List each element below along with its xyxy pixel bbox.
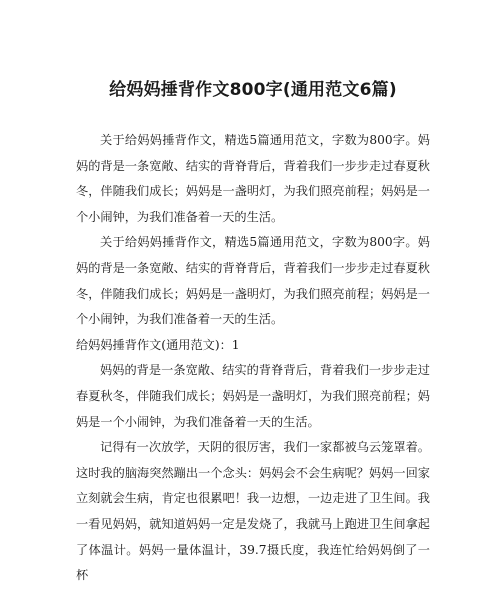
document-title: 给妈妈捶背作文800字(通用范文6篇) [109, 80, 397, 100]
paragraph-body-2: 记得有一次放学，天阴的很厉害，我们一家都被乌云笼罩着。这时我的脑海突然蹦出一个念头：妈妈会不会生病呢？妈妈一回家立刻就会生病，肯定也很累吧！我一边想，一边走进了卫生间。我一看见妈妈，就知道妈妈一定是发烧了，我就马上跑进卫生间拿起了体温计。妈妈一量体温计，39.7摄氏度，我连忙给妈妈倒了一杯 [76, 440, 430, 583]
section-heading: 给妈妈捶背作文(通用范文)：1 [76, 337, 240, 352]
paragraph-body-1: 妈妈的背是一条宽敞、结实的背脊背后，背着我们一步步走过春夏秋冬，伴随我们成长；妈妈是一盏明灯，为我们照亮前程；妈妈是一个小闹钟，为我们准备着一天的生活。 [76, 363, 430, 429]
paragraph-intro-2: 关于给妈妈捶背作文，精选5篇通用范文，字数为800字。妈妈的背是一条宽敞、结实的背脊背后，背着我们一步步走过春夏秋冬，伴随我们成长；妈妈是一盏明灯，为我们照亮前程；妈妈是一个小闹钟，为我们准备着一天的生活。 [76, 235, 430, 327]
paragraph-intro-1: 关于给妈妈捶背作文，精选5篇通用范文，字数为800字。妈妈的背是一条宽敞、结实的背脊背后，背着我们一步步走过春夏秋冬，伴随我们成长；妈妈是一盏明灯，为我们照亮前程；妈妈是一个小闹钟，为我们准备着一天的生活。 [76, 133, 430, 224]
